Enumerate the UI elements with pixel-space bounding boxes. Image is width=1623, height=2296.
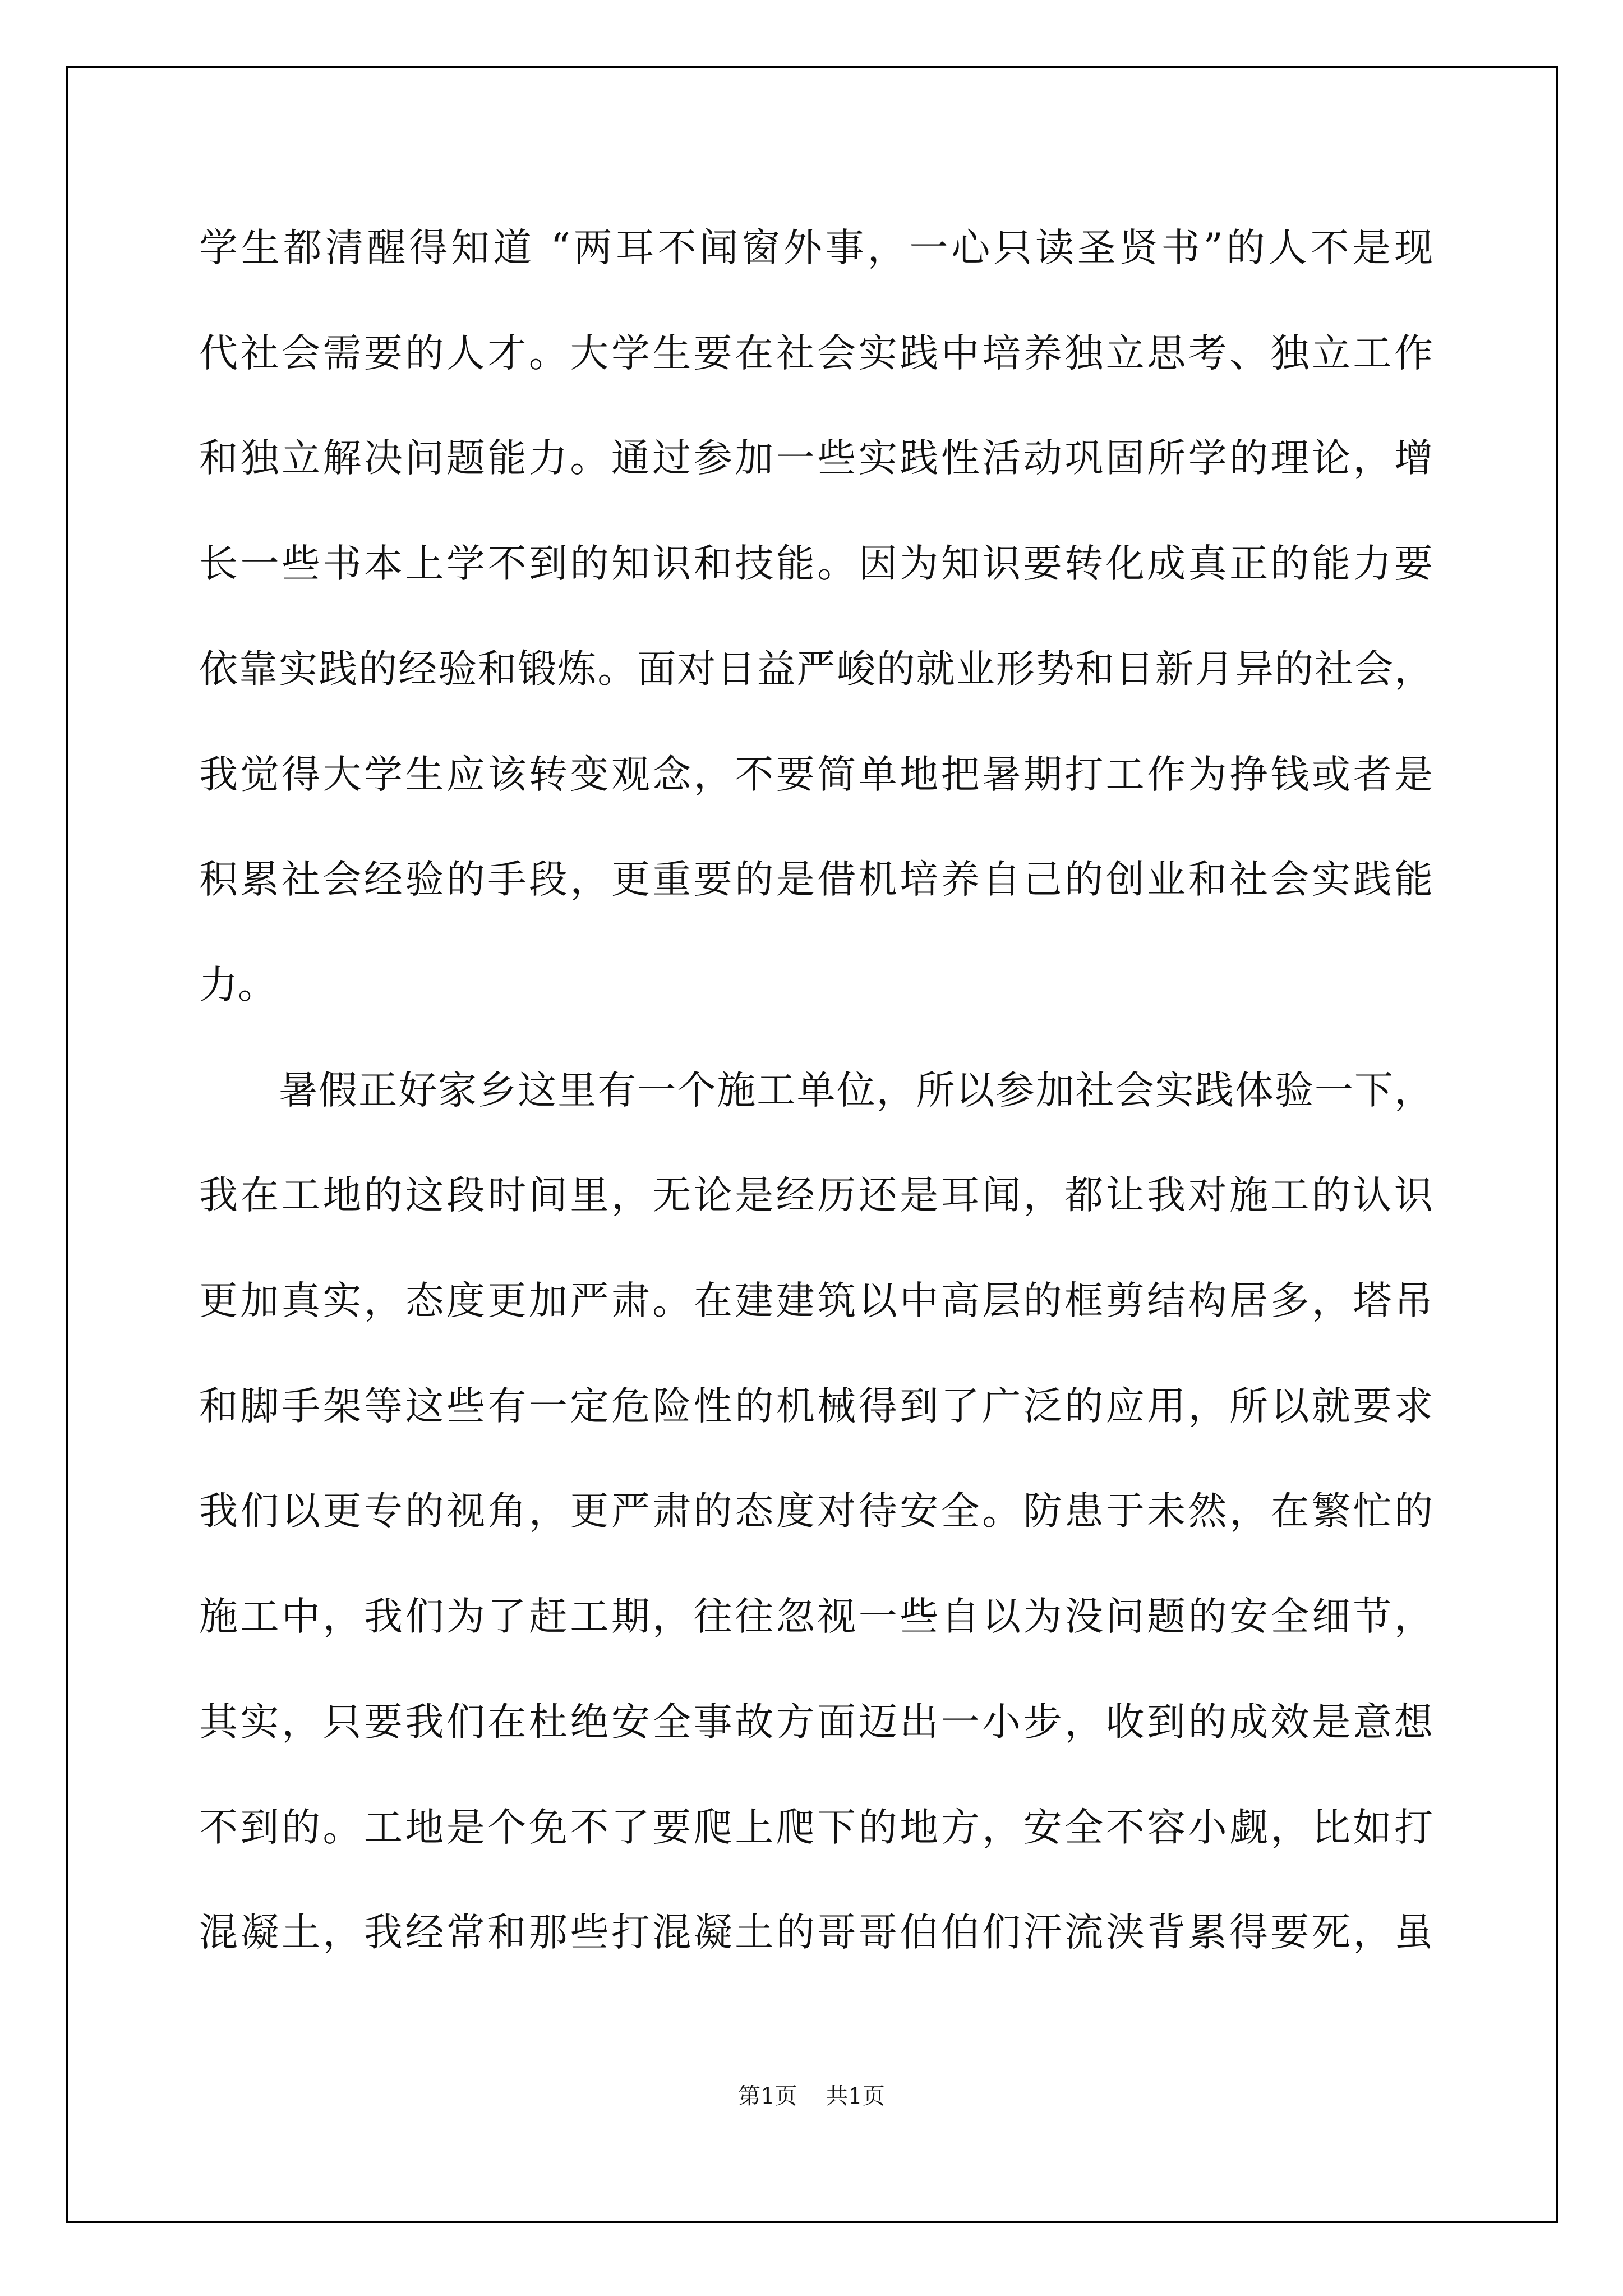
page-footer [0,2082,1623,2110]
text-line-15: 其实，只要我们在杜绝安全事故方面迈出一小步，收到的成效是意想 [199,1700,1433,1745]
text-line-4: 长一些书本上学不到的知识和技能。因为知识要转化成真正的能力要 [199,541,1433,586]
text-line-17: 混凝土，我经常和那些打混凝土的哥哥伯伯们汗流浃背累得要死，虽 [199,1910,1433,1955]
text-line-14: 施工中，我们为了赶工期，往往忽视一些自以为没问题的安全细节， [199,1594,1433,1639]
text-line-13: 我们以更专的视角，更严肃的态度对待安全。防患于未然，在繁忙的 [199,1489,1433,1534]
page-border [66,66,1558,2223]
text-line-8: 力。 [199,963,276,1007]
text-line-2: 代社会需要的人才。大学生要在社会实践中培养独立思考、独立工作 [199,331,1433,376]
text-line-11: 更加真实，态度更加严肃。在建建筑以中高层的框剪结构居多，塔吊 [199,1278,1433,1323]
text-line-12: 和脚手架等这些有一定危险性的机械得到了广泛的应用，所以就要求 [199,1384,1433,1429]
text-line-1: 学生都清醒得知道 “两耳不闻窗外事，一心只读圣贤书”的人不是现 [199,226,1433,270]
text-line-5: 依靠实践的经验和锻炼。面对日益严峻的就业形势和日新月异的社会， [199,647,1433,692]
page-number: 第1页 [738,2083,797,2109]
text-line-9: 暑假正好家乡这里有一个施工单位，所以参加社会实践体验一下， [279,1068,1433,1113]
text-line-3: 和独立解决问题能力。通过参加一些实践性活动巩固所学的理论，增 [199,436,1433,481]
text-line-10: 我在工地的这段时间里，无论是经历还是耳闻，都让我对施工的认识 [199,1173,1433,1218]
page-total: 共1页 [826,2083,885,2109]
text-line-7: 积累社会经验的手段，更重要的是借机培养自己的创业和社会实践能 [199,857,1433,902]
text-line-6: 我觉得大学生应该转变观念，不要简单地把暑期打工作为挣钱或者是 [199,752,1433,797]
text-line-16: 不到的。工地是个免不了要爬上爬下的地方，安全不容小觑，比如打 [199,1805,1433,1850]
